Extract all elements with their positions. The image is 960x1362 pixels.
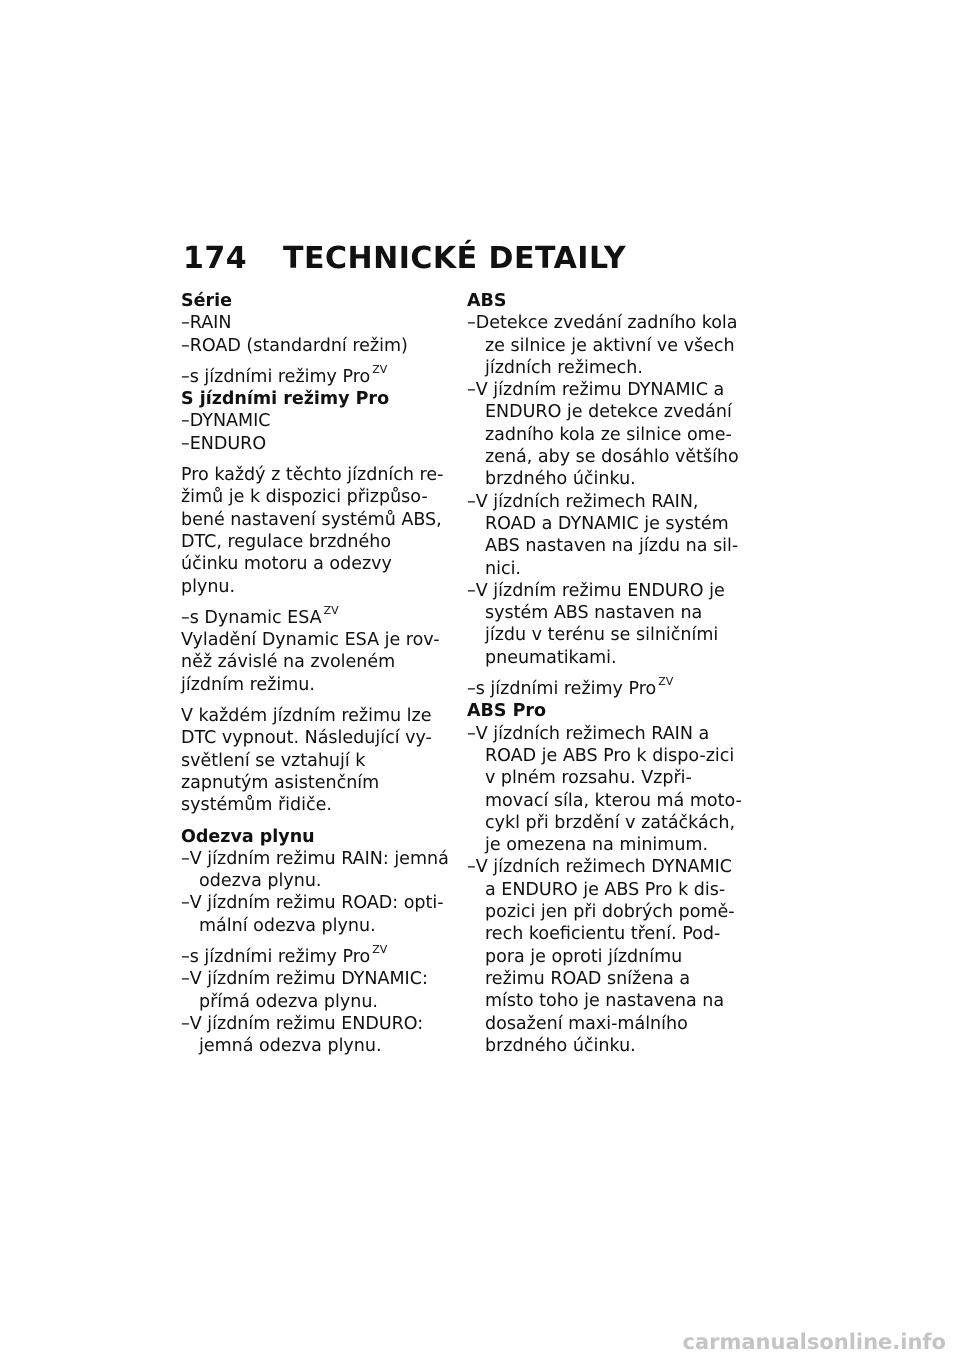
list-item: –DYNAMIC [181, 411, 271, 432]
page-number: 174 [183, 241, 248, 276]
paragraph: Vyladění Dynamic ESA je rov-něž závislé na zvoleném jízdním režimu. [181, 630, 440, 695]
optional-equipment-note: –s jízdními režimy Pro $^{ZV}$ [181, 362, 388, 387]
right-column [467, 290, 742, 1057]
list-item: –V jízdním režimu DYNAMIC a ENDURO je detekce zvedání zadního kola ze silnice ome-zená, aby se dosáhlo většího brzdného účinku. [467, 380, 739, 490]
watermark: carmanualsonline.info [682, 1330, 946, 1354]
abs-pro-heading: ABS Pro [467, 701, 547, 722]
list-item: –V jízdních režimech DYNAMIC a ENDURO je ABS Pro k dis-pozici jen při dobrých pomě-rech koeficientu tření. Pod-pora je oproti jízdnímu režimu ROAD snížena a místo toho je nastavena na dosažení maxi-málního brzdného účinku. [467, 857, 735, 1056]
throttle-heading: Odezva plynu [181, 826, 315, 847]
list-item: –V jízdních režimech RAIN a ROAD je ABS Pro k dispo-zici v plném rozsahu. Vzpři-movací síla, kterou má moto-cykl při brzdění v zatáčkách, je omezena na minimum. [467, 723, 742, 856]
zv-marker: ZV [323, 603, 339, 617]
list-item: –ROAD (standardní režim) [181, 335, 408, 356]
pro-modes-heading: S jízdními režimy Pro [181, 389, 390, 410]
optional-equipment-note: –s jízdními režimy Pro $^{ZV}$ [467, 675, 674, 700]
list-item: –V jízdním režimu RAIN: jemná odezva plynu. [181, 848, 449, 892]
optional-equipment-note: –s jízdními režimy Pro $^{ZV}$ [181, 943, 388, 968]
list-item: –V jízdním režimu ENDURO je systém ABS nastaven na jízdu v terénu se silničními pneumatikami. [467, 580, 725, 668]
list-item: –RAIN [181, 313, 232, 334]
list-item: –V jízdním režimu DYNAMIC: přímá odezva plynu. [181, 969, 428, 1012]
left-column [181, 290, 451, 1058]
list-item: –Detekce zvedání zadního kola ze silnice je aktivní ve všech jízdních režimech. [467, 313, 738, 378]
paragraph: Pro každý z těchto jízdních re-žimů je k dispozici přizpůso-bené nastavení systémů ABS, DTC, regulace brzdného účinku motoru a odezvy plynu. [181, 465, 444, 597]
list-item: –V jízdním režimu ROAD: opti-mální odezva plynu. [181, 893, 444, 936]
optional-equipment-note: –s Dynamic ESA $^{ZV}$ [181, 603, 339, 628]
list-item: –V jízdních režimech RAIN, ROAD a DYNAMIC je systém ABS nastaven na jízdu na sil-nici. [467, 491, 739, 579]
zv-marker: ZV [658, 675, 674, 689]
zv-marker: ZV [372, 943, 388, 957]
list-item: –V jízdním režimu ENDURO: jemná odezva plynu. [181, 1013, 424, 1057]
page-header [183, 241, 626, 276]
paragraph: V každém jízdním režimu lze DTC vypnout. Následující vy-světlení se vztahují k zapnutým asistenčním systémům řidiče. [181, 706, 432, 816]
serie-heading: Série [181, 291, 232, 311]
page-title: TECHNICKÉ DETAILY [283, 241, 627, 276]
abs-heading: ABS [467, 291, 507, 311]
list-item: –ENDURO [181, 433, 267, 454]
zv-marker: ZV [372, 362, 388, 376]
